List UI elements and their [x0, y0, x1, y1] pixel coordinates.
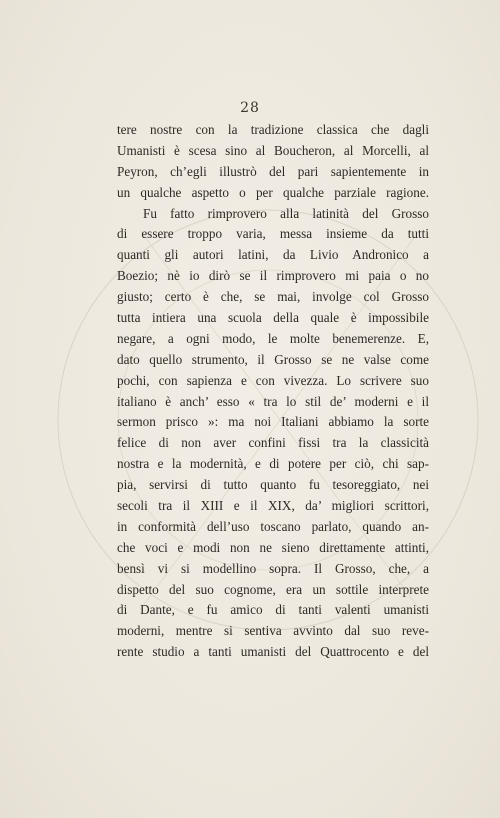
text-line: pochi, con sapienza e con vivezza. Lo scrivere suo	[117, 372, 429, 388]
text-line: un qualche aspetto o per qualche parziale ragione.	[117, 184, 429, 200]
text-line: nostra e la modernità, e di potere per ciò, chi sap-	[117, 456, 429, 472]
body-text	[117, 120, 429, 663]
text-line: che voci e modi non ne sieno direttamente attinti,	[117, 539, 429, 555]
text-line: secoli tra il XIII e il XIX, da’ migliori scrittori,	[117, 498, 429, 514]
text-line: dato quello strumento, il Grosso se ne valse come	[117, 351, 429, 367]
text-line: in conformità dell’uso toscano parlato, quando an-	[117, 518, 429, 534]
text-line: italiano è anch’ esso « tra lo stil de’ moderni e il	[117, 393, 429, 409]
text-line: Fu fatto rimprovero alla latinità del Grosso	[143, 205, 429, 221]
text-line: giusto; certo è che, se mai, involge col Grosso	[117, 289, 429, 305]
text-line: bensì vi si modellino sopra. Il Grosso, che, a	[117, 560, 429, 576]
text-line: felice di non aver confini fissi tra la classicità	[117, 435, 429, 451]
text-line: Boezio; nè io dirò se il rimprovero mi paia o no	[117, 268, 429, 284]
text-line: di essere troppo varia, messa insieme da tutti	[117, 226, 429, 242]
text-line: dispetto del suo cognome, era un sottile interprete	[117, 581, 429, 597]
text-line: quanti gli autori latini, da Livio Andronico a	[117, 247, 429, 263]
text-line: Umanisti è scesa sino al Boucheron, al Morcelli, al	[117, 142, 429, 158]
text-line: negare, a ogni modo, le molte benemerenze. E,	[117, 330, 429, 346]
text-line: Peyron, ch’egli illustrò del pari sapientemente in	[117, 163, 429, 179]
text-line: rente studio a tanti umanisti del Quattrocento e del	[117, 644, 429, 660]
text-line: di Dante, e fu amico di tanti valenti umanisti	[117, 602, 429, 618]
text-line: sermon prisco »: ma noi Italiani abbiamo la sorte	[117, 414, 429, 430]
page-number: 28	[240, 100, 260, 116]
text-line: tutta intiera una scuola della quale è impossibile	[117, 310, 429, 326]
text-line: tere nostre con la tradizione classica che dagli	[117, 122, 429, 137]
text-line: pia, servirsi di tutto quanto fu tesoreggiato, nei	[117, 477, 429, 493]
text-line: moderni, mentre si sentiva avvinto dal suo reve-	[117, 623, 429, 639]
